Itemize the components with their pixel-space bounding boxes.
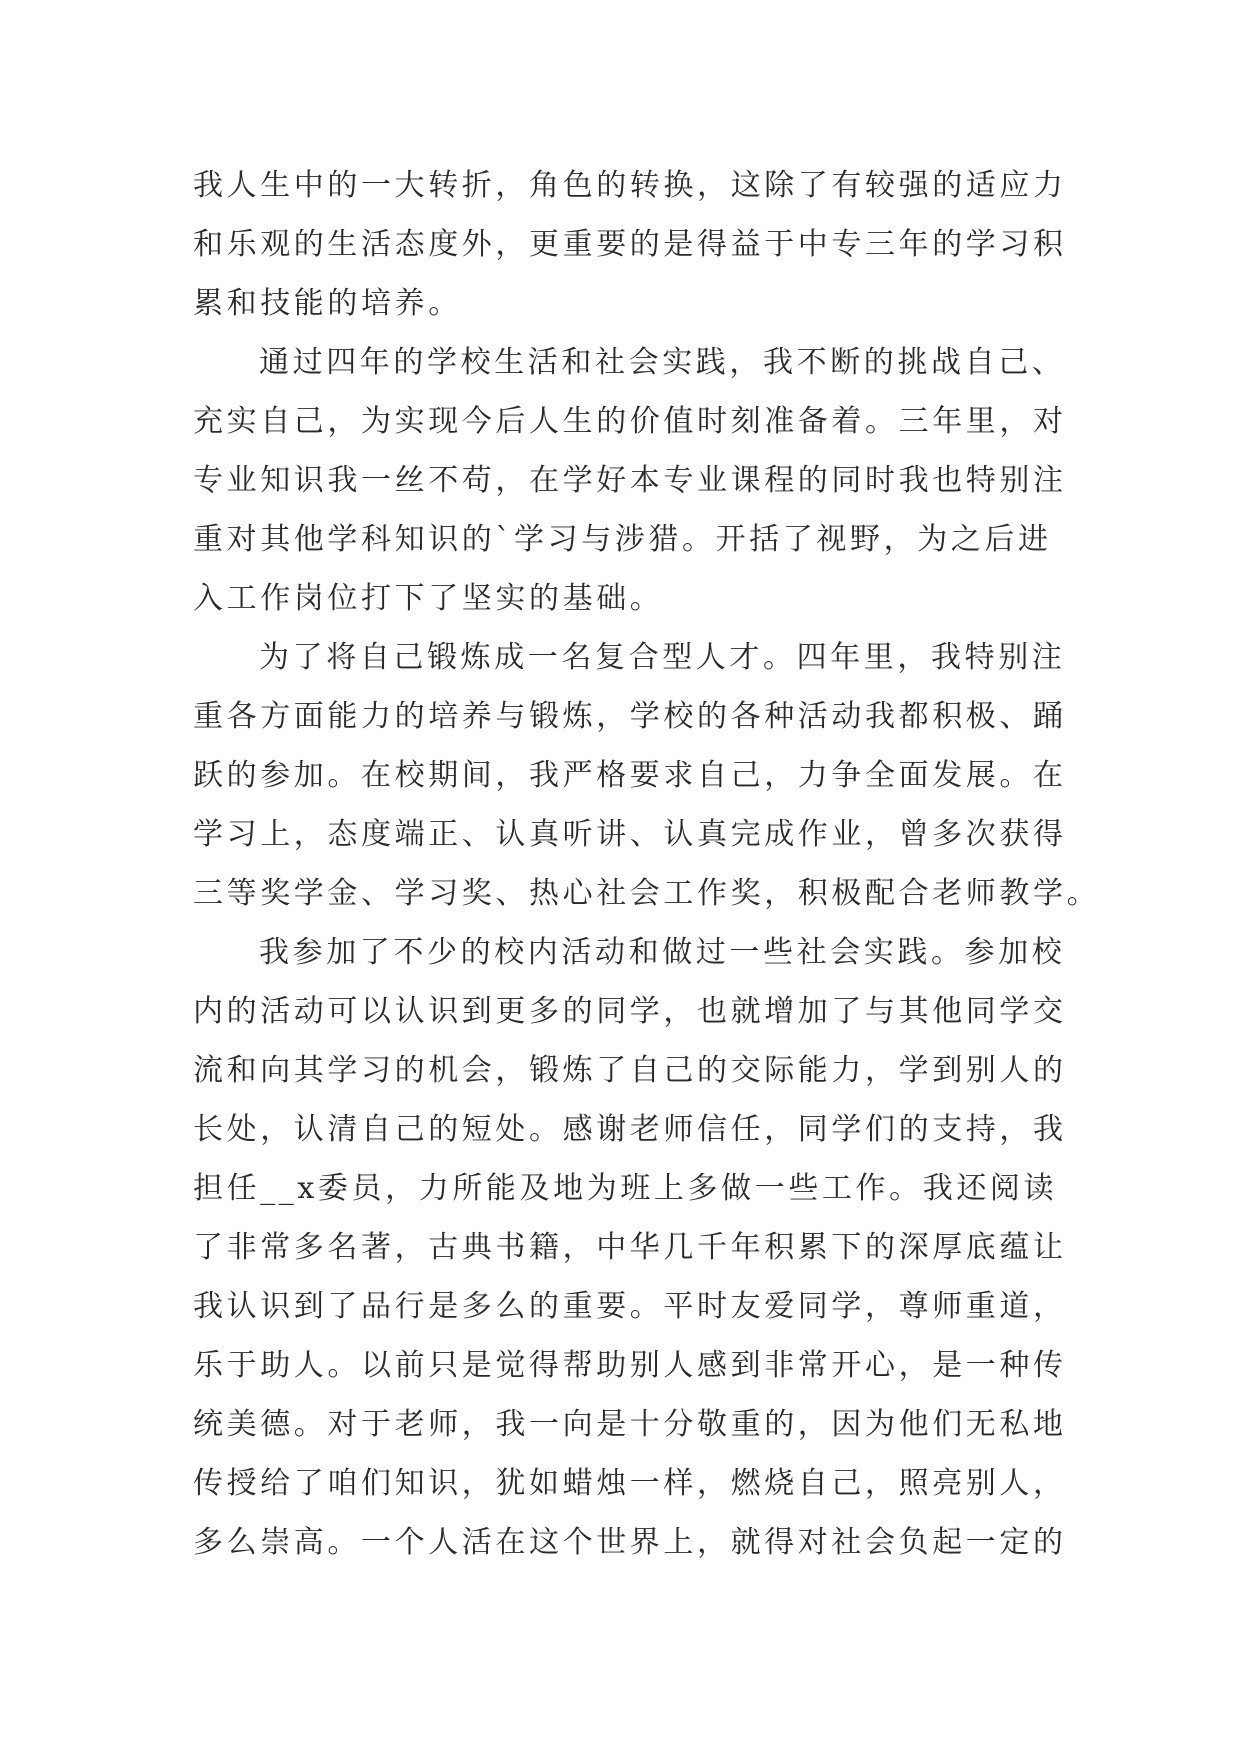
text-line: 入工作岗位打下了坚实的基础。 (193, 581, 664, 616)
text-line: 多么崇高。一个人活在这个世界上，就得对社会负起一定的 (193, 1525, 1067, 1560)
text-line: 内的活动可以认识到更多的同学，也就增加了与其他同学交 (193, 994, 1067, 1029)
text-line: 充实自己，为实现今后人生的价值时刻准备着。三年里，对 (193, 404, 1067, 439)
text-line: 统美德。对于老师，我一向是十分敬重的，因为他们无私地 (193, 1407, 1067, 1442)
paragraph-first-line: 通过四年的学校生活和社会实践，我不断的挑战自己、 (259, 345, 1066, 380)
text-line: 累和技能的培养。 (193, 286, 462, 321)
text-line: 了非常多名著，古典书籍，中华几千年积累下的深厚底蕴让 (193, 1230, 1067, 1265)
paragraph-first-line: 为了将自己锻炼成一名复合型人才。四年里，我特别注 (259, 640, 1066, 675)
text-line: 长处，认清自己的短处。感谢老师信任，同学们的支持，我 (193, 1112, 1067, 1147)
paragraph-first-line: 我参加了不少的校内活动和做过一些社会实践。参加校 (259, 935, 1066, 970)
text-line: 专业知识我一丝不苟，在学好本专业课程的同时我也特别注 (193, 463, 1067, 498)
text-line: 我认识到了品行是多么的重要。平时友爱同学，尊师重道， (193, 1289, 1067, 1324)
text-line: 我人生中的一大转折，角色的转换，这除了有较强的适应力 (193, 168, 1067, 203)
text-line: 担任__x委员，力所能及地为班上多做一些工作。我还阅读 (193, 1171, 1058, 1206)
text-line: 重对其他学科知识的`学习与涉猎。开括了视野，为之后进 (193, 522, 1052, 557)
text-line: 和乐观的生活态度外，更重要的是得益于中专三年的学习积 (193, 227, 1067, 262)
text-line: 学习上，态度端正、认真听讲、认真完成作业，曾多次获得 (193, 817, 1067, 852)
body-text (193, 156, 1101, 1572)
text-line: 传授给了咱们知识，犹如蜡烛一样，燃烧自己，照亮别人， (193, 1466, 1067, 1501)
text-line: 乐于助人。以前只是觉得帮助别人感到非常开心，是一种传 (193, 1348, 1067, 1383)
text-line: 重各方面能力的培养与锻炼，学校的各种活动我都积极、踊 (193, 699, 1067, 734)
text-line: 流和向其学习的机会，锻炼了自己的交际能力，学到别人的 (193, 1053, 1067, 1088)
text-line: 三等奖学金、学习奖、热心社会工作奖，积极配合老师教学。 (193, 876, 1101, 911)
text-line: 跃的参加。在校期间，我严格要求自己，力争全面发展。在 (193, 758, 1067, 793)
